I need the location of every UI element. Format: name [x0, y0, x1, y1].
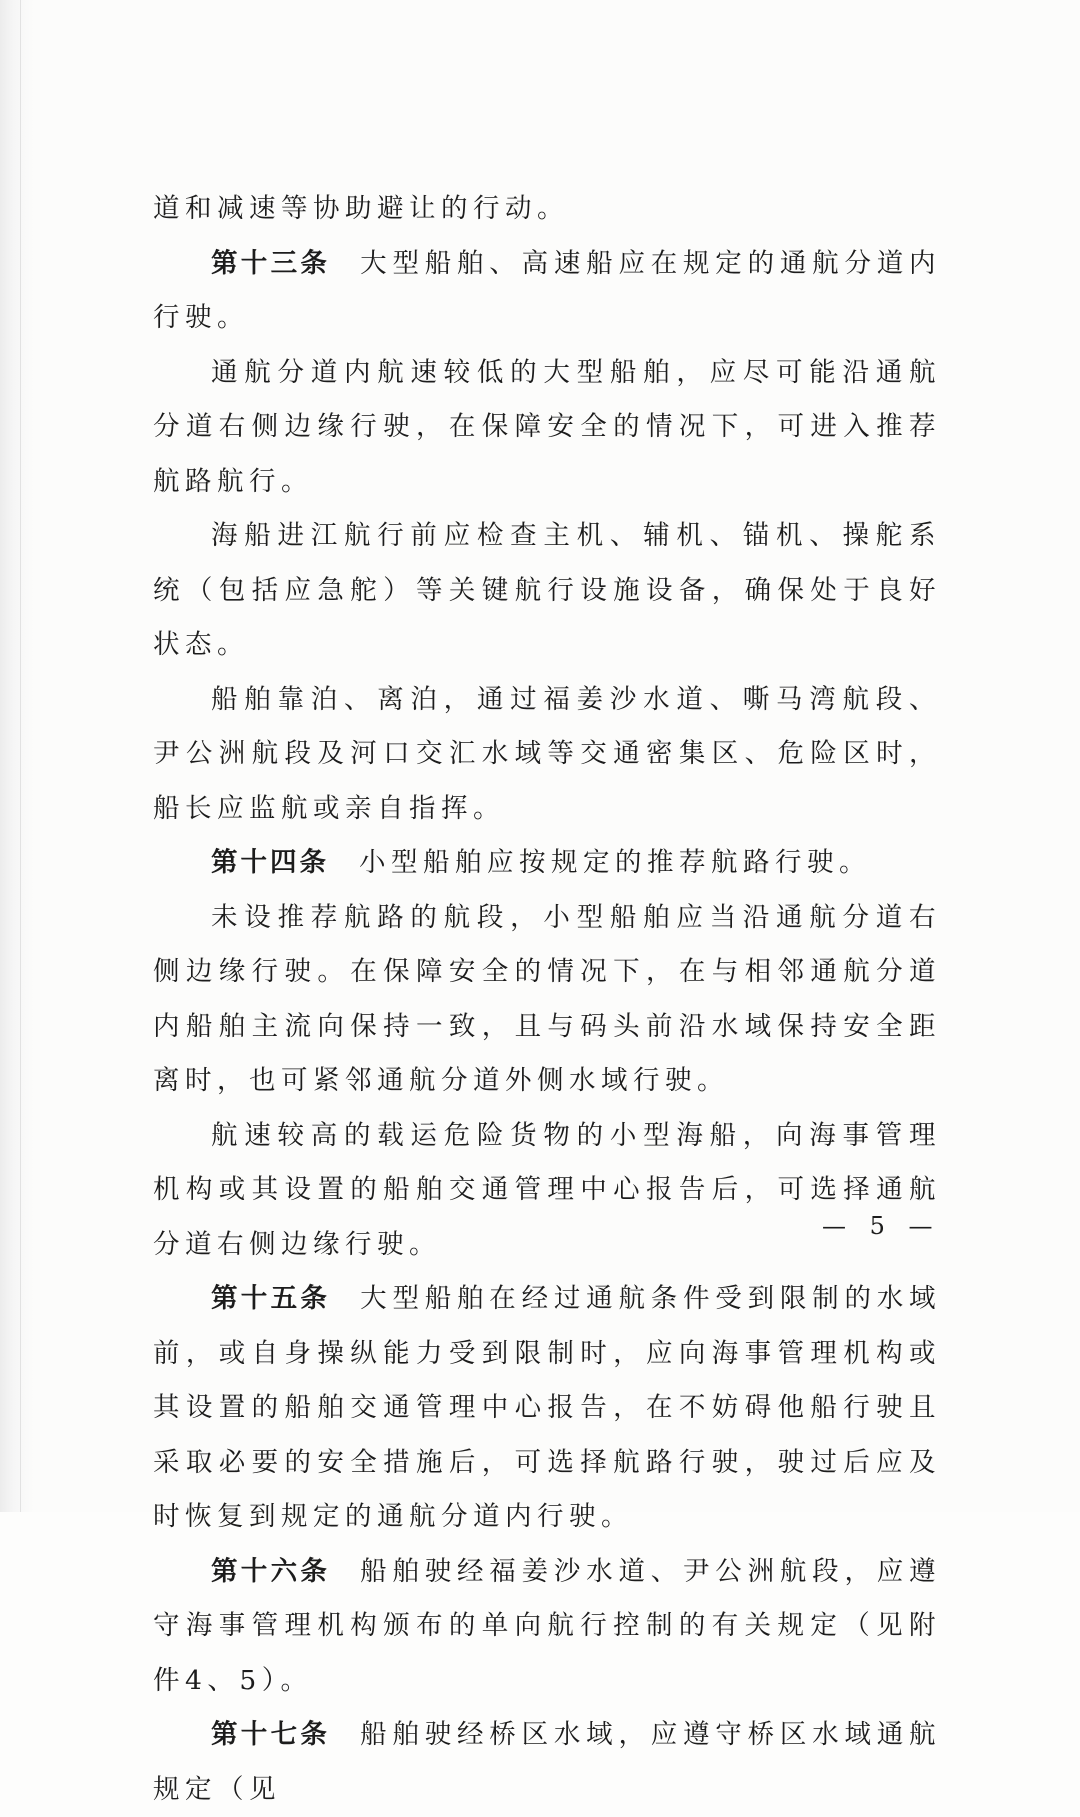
paragraph-text: 道和减速等协助避让的行动。 — [153, 193, 569, 224]
paragraph-text: 船舶驶经福姜沙水道、尹公洲航段，应遵守海事管理机构颁布的单向航行控制的有关规定（见附件4、5）。 — [153, 1555, 942, 1696]
scan-shadow — [0, 0, 34, 1512]
paragraph-7 — [153, 891, 941, 1109]
paragraph-text: 船舶驶经桥区水域，应遵守桥区水域通航规定（见 — [153, 1719, 942, 1805]
paragraph-8 — [153, 1109, 941, 1273]
paragraph-text: 航速较高的载运危险货物的小型海船，向海事管理机构或其设置的船舶交通管理中心报告后，可选择通航分道右侧边缘行驶。 — [153, 1119, 941, 1260]
paragraph-9 — [153, 1272, 941, 1545]
scan-line — [20, 0, 21, 1512]
paragraph-11 — [153, 1708, 941, 1817]
paragraph-text: 海船进江航行前应检查主机、辅机、锚机、操舵系统（包括应急舵）等关键航行设施设备，确保处于良好状态。 — [153, 520, 941, 660]
paragraph-3 — [153, 346, 941, 510]
article-heading: 第十七条 — [211, 1719, 331, 1750]
paragraph-text: 大型船舶、高速船应在规定的通航分道内行驶。 — [153, 247, 942, 333]
paragraph-1 — [153, 182, 941, 237]
paragraph-4 — [153, 509, 941, 673]
article-heading: 第十四条 — [211, 847, 329, 878]
paragraph-text: 船舶靠泊、离泊，通过福姜沙水道、嘶马湾航段、尹公洲航段及河口交汇水域等交通密集区、危险区时，船长应监航或亲自指挥。 — [153, 683, 941, 824]
paragraph-text: 未设推荐航路的航段，小型船舶应当沿通航分道右侧边缘行驶。在保障安全的情况下，在与相邻通航分道内船舶主流向保持一致，且与码头前沿水域保持安全距离时，也可紧邻通航分道外侧水域行驶。 — [153, 901, 941, 1096]
document-body — [153, 182, 941, 1817]
page-number: — 5 — — [822, 1212, 941, 1240]
paragraph-2 — [153, 237, 941, 346]
paragraph-10 — [153, 1545, 941, 1709]
article-heading: 第十六条 — [211, 1555, 331, 1587]
paragraph-6 — [153, 836, 941, 891]
paragraph-text: 通航分道内航速较低的大型船舶，应尽可能沿通航分道右侧边缘行驶，在保障安全的情况下，可进入推荐航路航行。 — [153, 356, 941, 497]
article-heading: 第十五条 — [211, 1283, 331, 1314]
paragraph-text: 小型船舶应按规定的推荐航路行驶。 — [359, 847, 871, 878]
article-heading: 第十三条 — [211, 247, 331, 279]
paragraph-text: 大型船舶在经过通航条件受到限制的水域前，或自身操纵能力受到限制时，应向海事管理机构或其设置的船舶交通管理中心报告，在不妨碍他船行驶且采取必要的安全措施后，可选择航路行驶，驶过后应及时恢复到规定的通航分道内行驶。 — [153, 1283, 942, 1532]
paragraph-5 — [153, 673, 941, 837]
